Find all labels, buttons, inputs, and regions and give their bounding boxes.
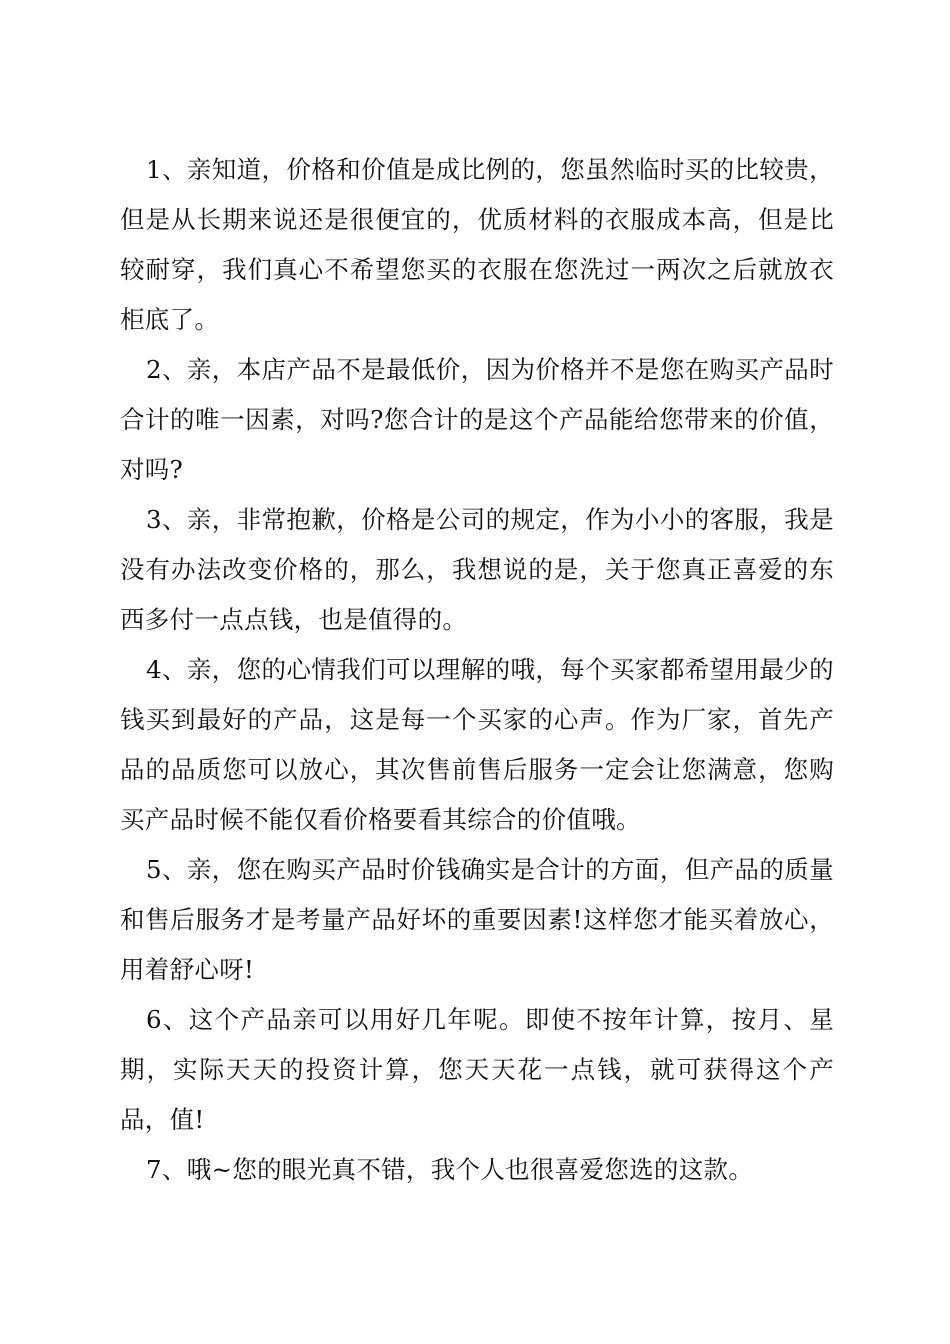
paragraph-4: 4、亲，您的心情我们可以理解的哦，每个买家都希望用最少的钱买到最好的产品，这是每一个买家的心声。作为厂家，首先产品的品质您可以放心，其次售前售后服务一定会让您满意，您购买产品时候不能仅看价格要看其综合的价值哦。 <box>120 655 834 834</box>
paragraph-5: 5、亲，您在购买产品时价钱确实是合计的方面，但产品的质量和售后服务才是考量产品好坏的重要因素!这样您才能买着放心，用着舒心呀! <box>120 855 834 984</box>
paragraph-6: 6、这个产品亲可以用好几年呢。即使不按年计算，按月、星期，实际天天的投资计算，您天天花一点钱，就可获得这个产品，值! <box>120 1005 834 1134</box>
paragraph-3: 3、亲，非常抱歉，价格是公司的规定，作为小小的客服，我是没有办法改变价格的，那么，我想说的是，关于您真正喜爱的东西多付一点点钱，也是值得的。 <box>120 505 834 634</box>
document-body <box>120 145 834 1195</box>
paragraph-1: 1、亲知道，价格和价值是成比例的，您虽然临时买的比较贵，但是从长期来说还是很便宜的，优质材料的衣服成本高，但是比较耐穿，我们真心不希望您买的衣服在您洗过一两次之后就放衣柜底了。 <box>120 155 834 334</box>
paragraph-7: 7、哦~您的眼光真不错，我个人也很喜爱您选的这款。 <box>146 1155 754 1184</box>
paragraph-2: 2、亲，本店产品不是最低价，因为价格并不是您在购买产品时合计的唯一因素，对吗?您合计的是这个产品能给您带来的价值，对吗? <box>120 355 834 484</box>
